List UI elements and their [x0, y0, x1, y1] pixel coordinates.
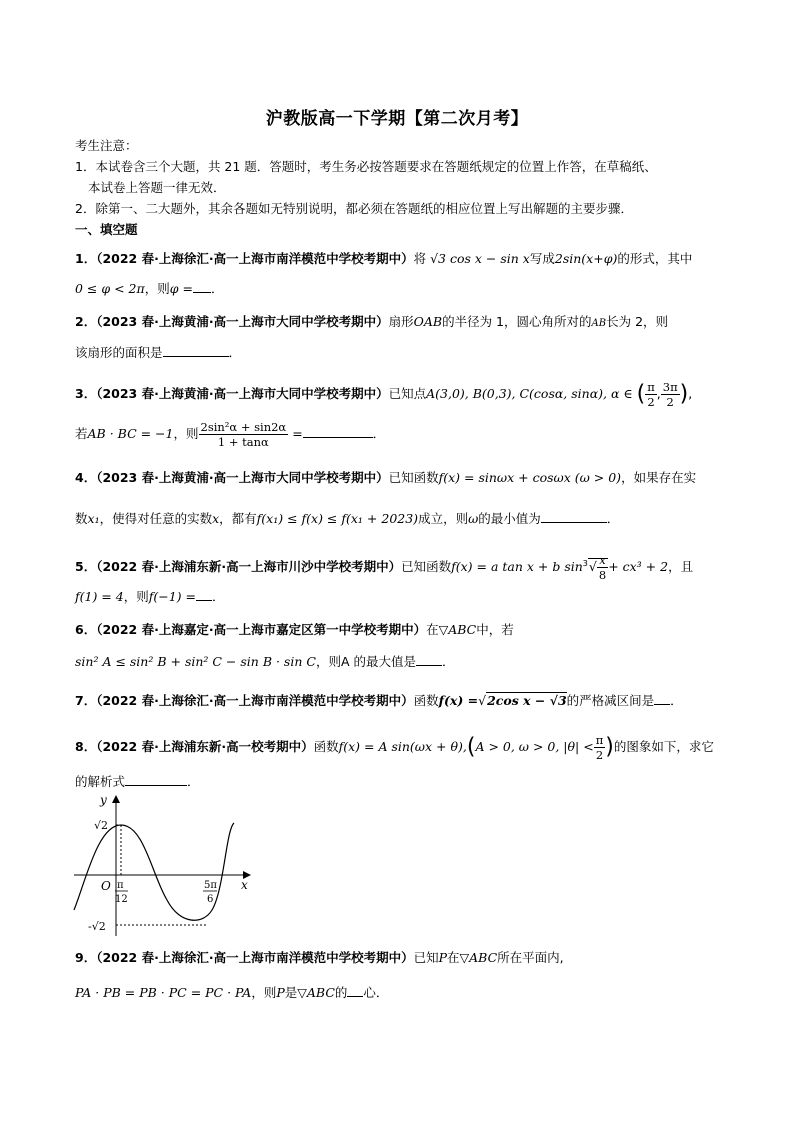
- q5-source: （2022 春·上海浦东新·高一上海市川沙中学校考期中）: [96, 559, 402, 574]
- q1-text: 将: [413, 251, 427, 266]
- q2-sector: OAB: [413, 314, 443, 329]
- y-min-label: -√2: [88, 920, 106, 933]
- q1-answer-label: φ =: [169, 281, 193, 296]
- question-6: [75, 622, 514, 638]
- q3-fraction: [199, 420, 289, 449]
- q5-function-b: + cx³ + 2: [608, 559, 669, 574]
- x-tick2-num: 5π: [204, 880, 217, 891]
- q3-paren-right: ): [679, 381, 689, 407]
- q3-text: 若: [75, 426, 88, 441]
- x-axis-label: x: [241, 878, 248, 892]
- q5-root: √ $\frac{x}{8}$: [588, 553, 607, 582]
- q2-arc: AB: [591, 318, 607, 329]
- q4-answer-blank[interactable]: [541, 510, 607, 523]
- q6-inequality: sin² A ≤ sin² B + sin² C − sin B · sin C: [75, 654, 316, 669]
- question-9: [75, 950, 564, 966]
- q5-function-a: f(x) = a tan x + b sin: [451, 559, 583, 574]
- q5-root-den: 8: [598, 568, 607, 582]
- q2-answer-blank[interactable]: [163, 344, 229, 357]
- q2-text: ．: [228, 345, 242, 360]
- q3-equals: =: [292, 426, 303, 441]
- q4-text: ，都有: [219, 511, 257, 526]
- question-5: [75, 553, 693, 582]
- q5-answer-blank[interactable]: [196, 588, 212, 601]
- q3-interval-right: [661, 380, 680, 409]
- origin-label: O: [101, 879, 111, 893]
- q5-number: 5．: [75, 559, 97, 574]
- q3-answer-blank[interactable]: [303, 425, 373, 438]
- x-tick1-den: 12: [115, 894, 128, 905]
- q6-triangle: ▽ABC: [438, 622, 477, 637]
- q8-sine-graph: [68, 790, 258, 940]
- q7-function: f(x) =: [438, 693, 479, 708]
- q9-text: 所在平面内,: [497, 950, 564, 965]
- q3-text: ．: [372, 426, 386, 441]
- q8-text: ．: [187, 774, 200, 789]
- q3-interval-left-den: 2: [647, 395, 655, 409]
- question-2-cont: [75, 344, 241, 361]
- q4-omega: ω: [468, 511, 479, 526]
- q8-cond-frac: [594, 733, 606, 762]
- q4-inequality: f(x₁) ≤ f(x) ≤ f(x₁ + 2023): [256, 511, 419, 526]
- q4-text: 成立，则: [418, 511, 469, 526]
- q9-point: P: [438, 950, 448, 965]
- section-heading: 一、填空题: [75, 222, 138, 237]
- question-4: [75, 470, 696, 486]
- question-8: [75, 733, 714, 762]
- q8-cond-num: π: [595, 733, 604, 747]
- q8-condition: A > 0, ω > 0, |θ| <: [475, 739, 594, 754]
- sine-curve: [74, 823, 234, 920]
- q8-paren-right: ): [605, 734, 614, 760]
- page-title: 沪教版高一下学期【第二次月考】: [265, 109, 529, 129]
- q7-text: 函数: [413, 693, 439, 708]
- q4-text: ，如果存在实: [621, 470, 697, 485]
- q1-answer-blank[interactable]: [193, 280, 211, 293]
- q6-text: ．: [441, 654, 455, 669]
- q1-text: 的形式，其中: [617, 251, 693, 266]
- q3-source: （2023 春·上海黄浦·高一上海市大同中学校考期中）: [96, 386, 389, 401]
- question-2: [75, 314, 668, 332]
- y-axis-label: y: [100, 793, 107, 807]
- q5-ask: f(−1) =: [148, 589, 196, 604]
- q8-text: 函数: [313, 739, 339, 754]
- q2-text: 的半径为 1，圆心角所对的: [442, 314, 592, 329]
- q8-answer-blank[interactable]: [125, 773, 187, 786]
- q5-text: 已知函数: [401, 559, 452, 574]
- q7-answer-blank[interactable]: [654, 692, 670, 705]
- question-4-cont: [75, 510, 619, 527]
- q2-text: 扇形: [388, 314, 414, 329]
- q4-text: ．: [606, 511, 620, 526]
- q4-function: f(x) = sinωx + cosωx (ω > 0): [438, 470, 622, 485]
- q8-function: f(x) = A sin(ωx + θ),: [338, 739, 467, 754]
- q9-text: ，则: [251, 985, 277, 1000]
- x-tick2-den: 6: [207, 894, 214, 905]
- q4-x1: x₁: [87, 511, 100, 526]
- q1-source: （2022 春·上海徐汇·高一上海市南洋模范中学校考期中）: [96, 251, 414, 266]
- question-5-cont: [75, 588, 225, 605]
- q9-text: 的: [334, 985, 348, 1000]
- notice-item-2: 2．除第一、二大题外，其余各题如无特别说明，都必须在答题纸的相应位置上写出解题的主要步骤．: [75, 201, 633, 216]
- q9-point: P: [276, 985, 285, 1000]
- q6-text: ，则A 的最大值是: [315, 654, 416, 669]
- question-3-cont: [75, 420, 385, 449]
- q5-text: ．: [212, 589, 225, 604]
- q3-interval-left-num: π: [647, 380, 655, 394]
- q7-text: ．: [670, 693, 683, 708]
- q1-text: ．: [210, 281, 224, 296]
- q1-form: 2sin(x+φ): [554, 251, 618, 266]
- q9-triangle: ▽ABC: [459, 950, 498, 965]
- q9-triangle: ▽ABC: [297, 985, 335, 1000]
- q4-text: ，使得对任意的实数: [99, 511, 213, 526]
- q8-source: （2022 春·上海浦东新·高一校考期中）: [96, 739, 314, 754]
- q5-root-num: x: [597, 553, 608, 568]
- q3-text: ，则: [173, 426, 199, 441]
- q3-number: 3．: [75, 386, 97, 401]
- q6-text: 中，若: [476, 622, 514, 637]
- q1-text: 写成: [529, 251, 555, 266]
- q9-answer-blank[interactable]: [347, 984, 363, 997]
- question-1-cont: [75, 280, 223, 297]
- q5-given: f(1) = 4: [75, 589, 124, 604]
- q5-text: ，且: [668, 559, 694, 574]
- q3-interval-right-den: 2: [666, 395, 674, 409]
- question-7: 7．（2022 春·上海徐汇·高一上海市南洋模范中学校考期中）函数f(x) =√2cos x − √3的严格减区间是 ．: [75, 693, 683, 708]
- q9-number: 9．: [75, 950, 97, 965]
- q8-text: 的解析式: [75, 774, 126, 789]
- q2-text: 该扇形的面积是: [75, 345, 163, 360]
- q3-interval-left: [645, 380, 657, 409]
- q9-dot-products: PA · PB = PB · PC = PC · PA: [75, 985, 252, 1000]
- q4-text: 已知函数: [388, 470, 439, 485]
- q2-source: （2023 春·上海黄浦·高一上海市大同中学校考期中）: [96, 314, 389, 329]
- q4-text: 数: [75, 511, 88, 526]
- q3-fraction-num: 2sin²α + sin2α: [200, 420, 287, 434]
- q3-dot-product: AB · BC = −1: [87, 426, 174, 441]
- x-tick1-num: π: [117, 880, 124, 891]
- q9-source: （2022 春·上海徐汇·高一上海市南洋模范中学校考期中）: [96, 950, 414, 965]
- q8-paren-left: (: [466, 734, 476, 760]
- notice-item-1-cont: 本试卷上答题一律无效．: [88, 180, 226, 195]
- q7-radicand: 2cos x − √3: [487, 693, 567, 708]
- q9-text: 心．: [363, 985, 389, 1000]
- q8-number: 8．: [75, 739, 97, 754]
- q9-text: 已知: [413, 950, 439, 965]
- q4-text: 的最小值为: [478, 511, 541, 526]
- q2-text: 长为 2，则: [606, 314, 669, 329]
- q8-cond-den: 2: [595, 748, 604, 762]
- q5-root-frac: [597, 553, 608, 582]
- question-1: [75, 251, 692, 267]
- q4-number: 4．: [75, 470, 97, 485]
- q5-root-index: 3: [582, 558, 588, 568]
- q3-points: A(3,0), B(0,3), C(cosα, sinα), α ∈: [426, 386, 633, 401]
- q8-text: 的图象如下，求它: [613, 739, 714, 754]
- q6-source: （2022 春·上海嘉定·高一上海市嘉定区第一中学校考期中）: [96, 622, 427, 637]
- q3-fraction-den: 1 + tanα: [217, 435, 269, 449]
- question-8-cont: [75, 773, 200, 790]
- q7-number: 7．: [75, 693, 97, 708]
- q3-paren-left: (: [636, 381, 646, 407]
- q3-text: 已知点: [388, 386, 427, 401]
- q9-text: 是: [284, 985, 298, 1000]
- y-max-label: √2: [94, 819, 109, 832]
- q4-source: （2023 春·上海黄浦·高一上海市大同中学校考期中）: [96, 470, 389, 485]
- q1-condition: 0 ≤ φ < 2π: [75, 281, 145, 296]
- notice-heading: 考生注意：: [75, 138, 138, 153]
- question-3: 3．（2023 春·上海黄浦·高一上海市大同中学校考期中）已知点A(3,0), B(0,3), C(cosα, sinα), α ∈ ( $\frac{\pi}{2}$ , $\frac{3\pi}{2}$ ),: [75, 380, 693, 409]
- q7-source: （2022 春·上海徐汇·高一上海市南洋模范中学校考期中）: [96, 693, 414, 708]
- notice-item-1: 1．本试卷含三个大题，共 21 题．答题时，考生务必按答题要求在答题纸规定的位置上作答，在草稿纸、: [75, 159, 657, 174]
- q4-x: x: [212, 511, 220, 526]
- q7-text: 的严格减区间是: [566, 693, 655, 708]
- question-9-cont: [75, 984, 388, 1001]
- q2-number: 2．: [75, 314, 97, 329]
- q9-text: 在: [447, 950, 460, 965]
- question-6-cont: [75, 653, 454, 670]
- q1-number: 1．: [75, 251, 97, 266]
- q1-expr: √3 cos x − sin x: [430, 251, 530, 266]
- q6-answer-blank[interactable]: [416, 653, 442, 666]
- q3-interval-right-num: 3π: [662, 380, 678, 394]
- q5-text: ，则: [123, 589, 149, 604]
- q6-text: 在: [426, 622, 439, 637]
- q1-text: ，则: [144, 281, 170, 296]
- q6-number: 6．: [75, 622, 97, 637]
